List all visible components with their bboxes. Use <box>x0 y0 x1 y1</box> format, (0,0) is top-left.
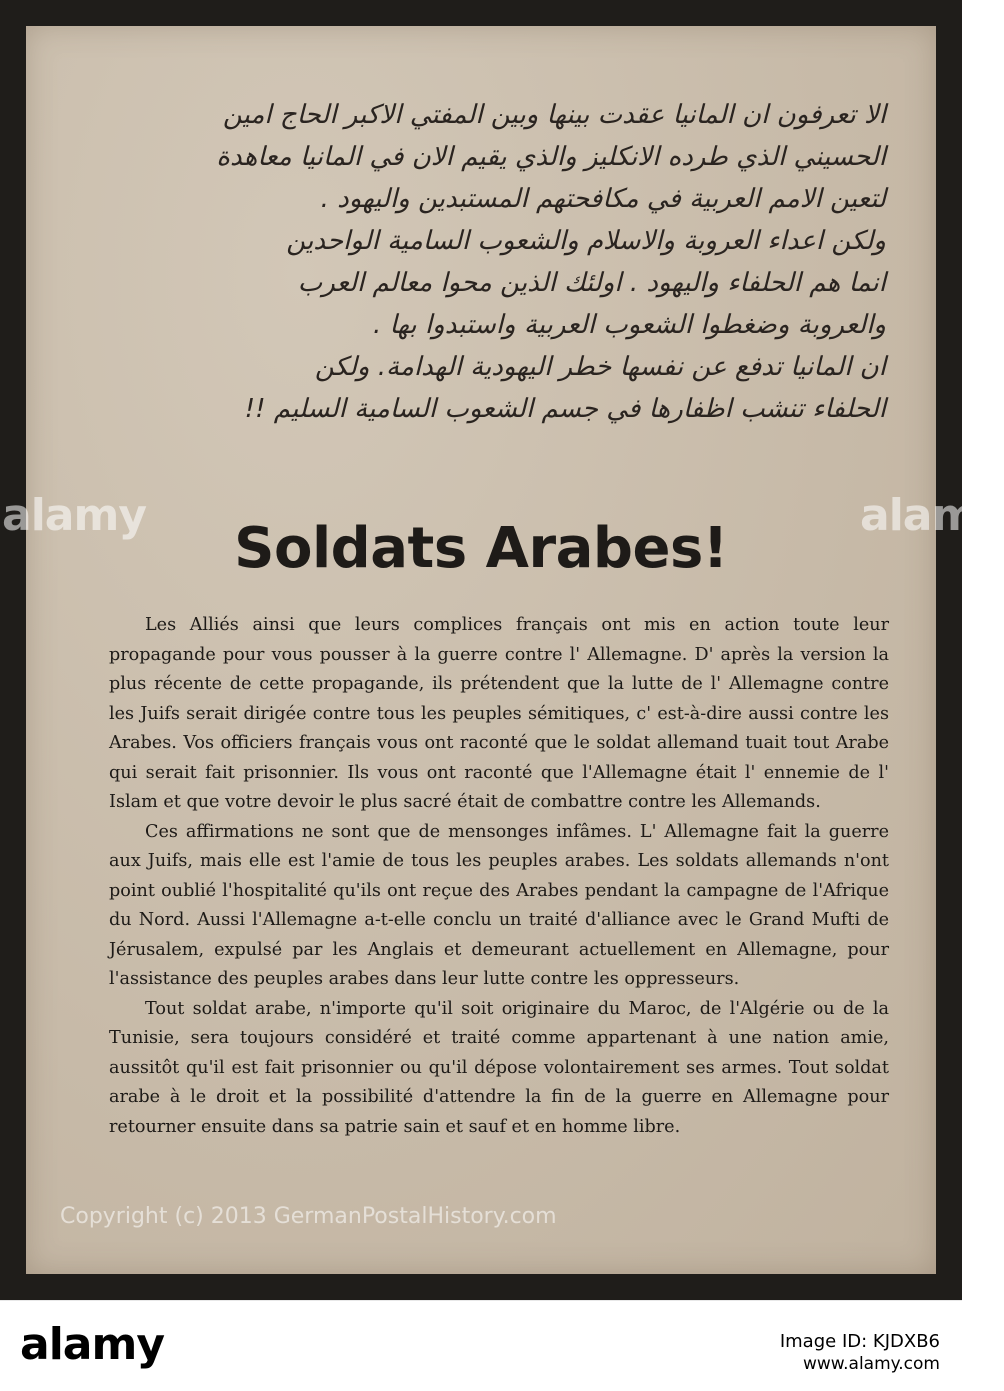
leaflet <box>26 26 936 1274</box>
arabic-line: ولكن اعداء العروبة والاسلام والشعوب السامية الواحدين <box>286 226 886 256</box>
arabic-line: ان المانيا تدفع عن نفسها خطر اليهودية الهدامة. ولكن <box>314 352 886 382</box>
arabic-line: الحسيني الذي طرده الانكليز والذي يقيم الان في المانيا معاهدة <box>216 142 886 172</box>
leaflet-title: Soldats Arabes! <box>234 516 728 581</box>
copyright-watermark: Copyright (c) 2013 GermanPostalHistory.com <box>60 1204 557 1229</box>
alamy-watermark-right: alamy <box>860 490 1004 541</box>
alamy-watermark-left: alamy <box>2 490 146 541</box>
paragraph: Les Alliés ainsi que leurs complices français ont mis en action toute leur propagande pour vous pousser à la guerre contre l' Allemagne. D' après la version la plus récente de cette propagande, ils prétendent que la lutte de l' Allemagne contre les Juifs serait dirigée contre tous les peuples sémitiques, c' est-à-dire aussi contre les Arabes. Vos officiers français vous ont raconté que le soldat allemand tuait tout Arabe qui serait fait prisonnier. Ils vous ont raconté que l'Allemagne était l' ennemie de l' Islam et que votre devoir le plus sacré était de combattre contre les Allemands. <box>109 615 889 812</box>
arabic-line: الا تعرفون ان المانيا عقدت بينها وبين المفتي الاكبر الحاج امين <box>222 100 886 130</box>
alamy-logo[interactable]: alamy <box>20 1319 164 1370</box>
arabic-line: والعروبة وضغطوا الشعوب العربية واستبدوا بها . <box>372 310 886 340</box>
footer-bar <box>0 1300 962 1391</box>
paragraph: Tout soldat arabe, n'importe qu'il soit originaire du Maroc, de l'Algérie ou de la Tunisie, sera toujours considéré et traité comme appartenant à une nation amie, aussitôt qu'il est fait prisonnier ou qu'il dépose volontairement ses armes. Tout soldat arabe à le droit et la possibilité d'attendre la fin de la guerre en Allemagne pour retourner ensuite dans sa patrie sain et sauf et en homme libre. <box>109 998 889 1137</box>
arabic-text-block <box>86 94 886 430</box>
image-id: Image ID: KJDXB6 <box>779 1331 940 1352</box>
french-text-block <box>109 611 889 1142</box>
arabic-line: لتعين الامم العربية في مكافحتهم المستبدين واليهود . <box>320 184 886 214</box>
paragraph: Ces affirmations ne sont que de mensonges infâmes. L' Allemagne fait la guerre aux Juifs, mais elle est l'amie de tous les peuples arabes. Les soldats allemands n'ont point oublié l'hospitalité qu'ils ont reçue des Arabes pendant la campagne de l'Afrique du Nord. Aussi l'Allemagne a-t-elle conclu un traité d'alliance avec le Grand Mufti de Jérusalem, expulsé par les Anglais et demeurant actuellement en Allemagne, pour l'assistance des peuples arabes dans leur lutte contre les oppresseurs. <box>109 821 889 989</box>
footer-url[interactable]: www.alamy.com <box>802 1354 940 1374</box>
footer-info <box>780 1331 940 1375</box>
arabic-line: انما هم الحلفاء واليهود . اولئك الذين محوا معالم العرب <box>297 268 886 298</box>
arabic-line: الحلفاء تنشب اظفارها في جسم الشعوب السامية السليم !! <box>244 394 886 424</box>
